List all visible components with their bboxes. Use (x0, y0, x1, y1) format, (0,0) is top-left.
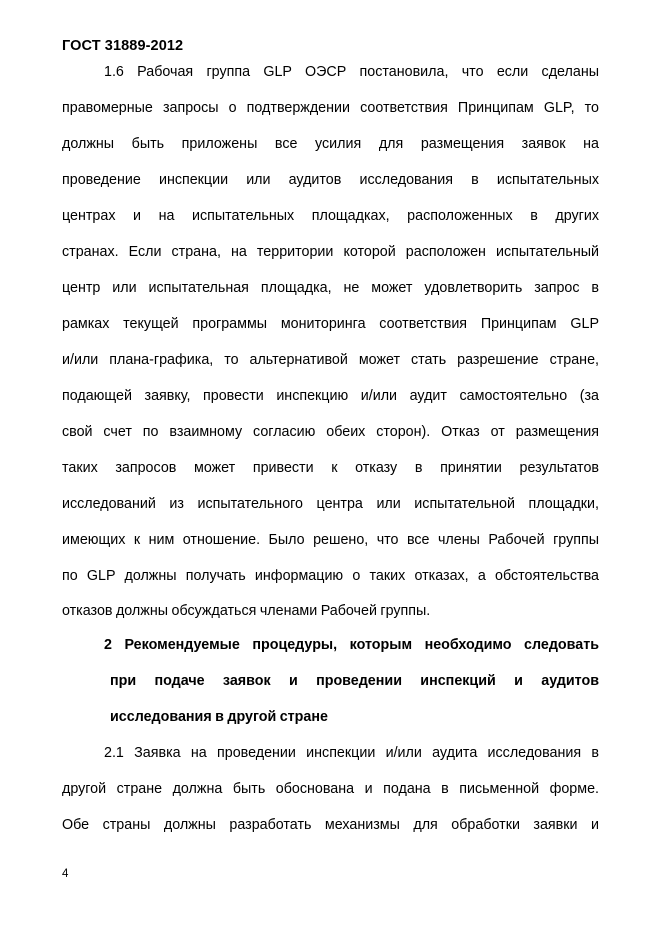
paragraph-1-6-line-6: странах. Если страна, на территории которой расположен испытательный (62, 244, 599, 260)
paragraph-1-6-line-1: 1.6 Рабочая группа GLP ОЭСР постановила, что если сделаны (104, 64, 599, 80)
paragraph-1-6-line-15: по GLP должны получать информацию о таких отказах, а обстоятельства (62, 568, 599, 584)
paragraph-1-6-line-10: подающей заявку, провести инспекцию и/или аудит самостоятельно (за (62, 388, 599, 404)
section-2-heading-line-3: исследования в другой стране (110, 709, 328, 725)
paragraph-1-6-line-3: должны быть приложены все усилия для размещения заявок на (62, 136, 599, 152)
document-header: ГОСТ 31889-2012 (62, 38, 184, 54)
paragraph-2-1-line-3: Обе страны должны разработать механизмы для обработки заявки и (62, 817, 599, 833)
paragraph-1-6-line-9: и/или плана-графика, то альтернативой может стать разрешение стране, (62, 352, 599, 368)
section-2-heading-line-2: при подаче заявок и проведении инспекций и аудитов (110, 673, 599, 689)
paragraph-1-6-line-5: центрах и на испытательных площадках, расположенных в других (62, 208, 599, 224)
page-number: 4 (62, 868, 69, 880)
paragraph-1-6-line-2: правомерные запросы о подтверждении соответствия Принципам GLP, то (62, 100, 599, 116)
paragraph-1-6-line-7: центр или испытательная площадка, не может удовлетворить запрос в (62, 280, 599, 296)
paragraph-1-6-line-8: рамках текущей программы мониторинга соответствия Принципам GLP (62, 316, 599, 332)
paragraph-1-6-line-11: свой счет по взаимному согласию обеих сторон). Отказ от размещения (62, 424, 599, 440)
paragraph-1-6-line-12: таких запросов может привести к отказу в принятии результатов (62, 460, 599, 476)
paragraph-1-6-line-4: проведение инспекции или аудитов исследования в испытательных (62, 172, 599, 188)
paragraph-1-6-line-14: имеющих к ним отношение. Было решено, что все члены Рабочей группы (62, 532, 599, 548)
paragraph-1-6-line-16: отказов должны обсуждаться членами Рабочей группы. (62, 603, 431, 619)
paragraph-2-1-line-2: другой стране должна быть обоснована и подана в письменной форме. (62, 781, 599, 797)
paragraph-1-6-line-13: исследований из испытательного центра или испытательной площадки, (62, 496, 599, 512)
paragraph-2-1-line-1: 2.1 Заявка на проведении инспекции и/или аудита исследования в (104, 745, 599, 761)
section-2-heading-line-1: 2 Рекомендуемые процедуры, которым необходимо следовать (104, 637, 599, 653)
